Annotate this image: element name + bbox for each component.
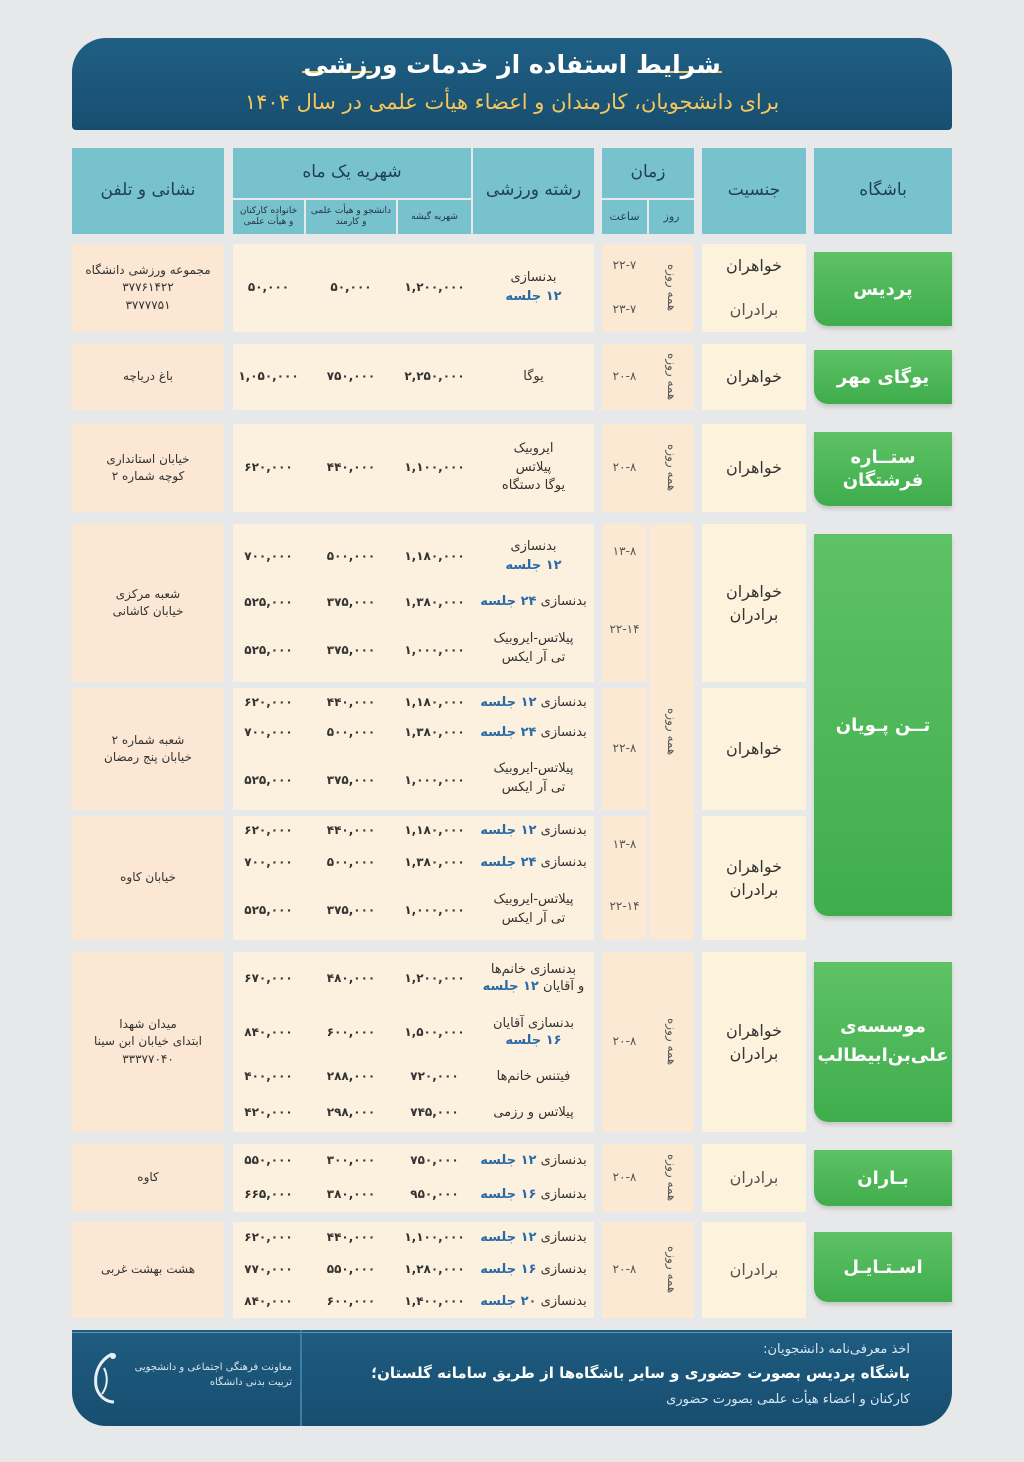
col-header-gender: جنسیت xyxy=(702,148,806,234)
style-r1-fee-student: ۴۴۰,۰۰۰ xyxy=(326,1230,376,1245)
club-style: اسـتـایـل xyxy=(814,1232,952,1302)
tp1-hour-2: ۲۲-۱۴ xyxy=(609,622,640,637)
footer-top-line xyxy=(72,1332,952,1333)
col-header-fee-student: دانشجو و هیأت علمی و کارمند xyxy=(306,200,396,234)
tp1-gender-brothers: برادران xyxy=(729,605,779,624)
ali-r4-fee-family: ۴۲۰,۰۰۰ xyxy=(244,1105,293,1120)
ali-sport-1-name: بدنسازی خانم‌ها xyxy=(490,962,577,978)
style-r2-fee-student: ۵۵۰,۰۰۰ xyxy=(326,1262,376,1277)
style-r1-fee-general: ۱,۱۰۰,۰۰۰ xyxy=(404,1230,465,1245)
club-ali-name-1: موسسه‌ی xyxy=(840,1016,926,1038)
pardis-fee-student: ۵۰,۰۰۰ xyxy=(330,280,372,295)
tp3-address: خیابان کاوه xyxy=(120,870,176,885)
ali-sport-2 xyxy=(473,1010,594,1056)
ali-r4-fee-general: ۷۴۵,۰۰۰ xyxy=(410,1105,459,1120)
footer-line-3: کارکنان و اعضاء هیأت علمی بصورت حضوری xyxy=(666,1392,910,1407)
tp1-sport-2 xyxy=(473,586,594,618)
tp3-sport-3 xyxy=(473,882,594,938)
tp2-hour: ۲۲-۸ xyxy=(612,741,637,756)
ali-r3-fee-general: ۷۲۰,۰۰۰ xyxy=(410,1069,459,1084)
setareh-address xyxy=(72,424,224,512)
tp1-hour-1: ۱۳-۸ xyxy=(612,544,637,559)
style-sport-2-name: بدنسازی xyxy=(540,1261,587,1277)
pardis-gender-brothers: برادران xyxy=(729,300,779,320)
pardis-hour-1: ۲۲-۷ xyxy=(612,258,637,273)
tp1-sport-1 xyxy=(473,528,594,586)
pardis-fee-family: ۵۰,۰۰۰ xyxy=(247,280,290,295)
baran-r1-fee-general: ۷۵۰,۰۰۰ xyxy=(410,1153,459,1168)
style-sport-3 xyxy=(473,1286,594,1318)
baran-hour: ۲۰-۸ xyxy=(612,1170,637,1185)
col-header-fee: شهریه یک ماه xyxy=(233,148,471,198)
tp1-sport-1-sessions: ۱۲ جلسه xyxy=(505,558,562,573)
setareh-hour: ۲۰-۸ xyxy=(612,460,637,475)
setareh-fee-family: ۶۲۰,۰۰۰ xyxy=(244,460,293,475)
club-setareh-fereshtegan xyxy=(814,432,952,506)
tp1-r2-fee-student: ۳۷۵,۰۰۰ xyxy=(326,595,376,610)
setareh-address-2: کوچه شماره ۲ xyxy=(111,469,185,483)
style-sport-1-name: بدنسازی xyxy=(540,1229,587,1245)
ali-address-1: میدان شهدا xyxy=(119,1016,177,1031)
style-sport-2-sessions: ۱۶ جلسه xyxy=(480,1261,537,1277)
club-setareh-name-1: ستــاره xyxy=(850,446,916,468)
tp3-sport-1-name: بدنسازی xyxy=(540,822,587,838)
tp2-address-2: خیابان پنج رمضان xyxy=(104,750,192,764)
ali-address xyxy=(72,952,224,1132)
tp1-sport-2-name: بدنسازی xyxy=(540,593,587,609)
baran-r1-fee-student: ۳۰۰,۰۰۰ xyxy=(326,1153,376,1168)
ali-r2-fee-student: ۶۰۰,۰۰۰ xyxy=(326,1025,376,1040)
pardis-sport-sessions: ۱۲ جلسه xyxy=(505,289,562,304)
tp2-r2-fee-general: ۱,۳۸۰,۰۰۰ xyxy=(404,725,465,740)
ali-sport-1 xyxy=(473,956,594,1002)
baran-day: همه روزه xyxy=(665,1154,680,1202)
style-sport-1 xyxy=(473,1222,594,1254)
yoga-fee-general: ۲,۲۵۰,۰۰۰ xyxy=(404,369,465,384)
tp2-sport-1-name: بدنسازی xyxy=(540,694,587,710)
tp1-gender xyxy=(702,524,806,682)
footer-line-1: اخذ معرفی‌نامه دانشجویان: xyxy=(763,1342,910,1357)
tp1-address-1: شعبه مرکزی xyxy=(115,586,181,601)
pardis-phone-1: ۳۷۷۶۱۴۲۲ xyxy=(122,280,174,295)
style-sport-3-name: بدنسازی xyxy=(540,1293,587,1309)
tp1-sport-3-trx: تی آر ایکس xyxy=(501,650,566,665)
tp2-r1-fee-general: ۱,۱۸۰,۰۰۰ xyxy=(404,695,465,710)
tp1-r1-fee-student: ۵۰۰,۰۰۰ xyxy=(326,549,376,564)
page-subtitle: برای دانشجویان، کارمندان و اعضاء هیأت علمی در سال ۱۴۰۴ xyxy=(244,90,780,114)
tp2-sport-2 xyxy=(473,718,594,748)
tp2-sport-1-sessions: ۱۲ جلسه xyxy=(480,694,537,710)
pardis-gender-sisters: خواهران xyxy=(725,256,783,276)
ali-r1-fee-family: ۶۷۰,۰۰۰ xyxy=(244,971,293,986)
ali-sport-2-name: بدنسازی آقایان xyxy=(492,1016,575,1032)
footer-divider xyxy=(300,1330,302,1426)
col-header-fee-general: شهریه گیشه xyxy=(398,200,471,234)
col-header-time: زمان xyxy=(602,148,694,198)
ali-r4-fee-student: ۲۹۸,۰۰۰ xyxy=(326,1105,376,1120)
setareh-fee-student: ۴۴۰,۰۰۰ xyxy=(326,460,376,475)
setareh-sport xyxy=(473,424,594,512)
style-gender: برادران xyxy=(729,1260,779,1280)
tp1-address-2: خیابان کاشانی xyxy=(112,604,184,618)
ali-sport-3: فیتنس خانم‌ها xyxy=(496,1068,571,1084)
style-hour: ۲۰-۸ xyxy=(612,1262,637,1277)
tp3-gender-sisters: خواهران xyxy=(725,856,783,876)
yoga-hour: ۲۰-۸ xyxy=(612,369,637,384)
yoga-day: همه روزه xyxy=(665,353,680,401)
baran-sport-2-name: بدنسازی xyxy=(540,1186,587,1202)
tp1-sport-3-name: پیلاتس-ایروبیک xyxy=(493,631,574,647)
tp3-r1-fee-student: ۴۴۰,۰۰۰ xyxy=(326,823,376,838)
tp1-sport-3 xyxy=(473,620,594,678)
baran-sport-1-name: بدنسازی xyxy=(540,1152,587,1168)
university-logo-icon xyxy=(82,1348,124,1408)
tp3-gender xyxy=(702,816,806,940)
tp1-gender-sisters: خواهران xyxy=(725,581,783,601)
tp3-hour-1: ۱۳-۸ xyxy=(612,837,637,852)
tp2-r3-fee-general: ۱,۰۰۰,۰۰۰ xyxy=(404,773,465,788)
style-address: هشت بهشت غربی xyxy=(100,1262,196,1277)
tp3-sport-2 xyxy=(473,848,594,878)
club-baran: بـاران xyxy=(814,1150,952,1206)
ali-r1-fee-general: ۱,۲۰۰,۰۰۰ xyxy=(404,971,465,986)
tp3-r3-fee-student: ۳۷۵,۰۰۰ xyxy=(326,903,376,918)
tp2-address xyxy=(72,688,224,810)
tp3-sport-1 xyxy=(473,816,594,846)
ali-address-2: ابتدای خیابان ابن سینا xyxy=(93,1034,203,1049)
tp2-r2-fee-student: ۵۰۰,۰۰۰ xyxy=(326,725,376,740)
pardis-day: همه روزه xyxy=(665,264,680,312)
style-day: همه روزه xyxy=(665,1246,680,1294)
col-header-address: نشانی و تلفن xyxy=(72,148,224,234)
tp2-address-1: شعبه شماره ۲ xyxy=(111,732,185,747)
yoga-gender: خواهران xyxy=(725,367,783,387)
club-tan-pouyan: تــن پـویان xyxy=(814,534,952,916)
style-r2-fee-general: ۱,۲۸۰,۰۰۰ xyxy=(404,1262,465,1277)
baran-address: کاوه xyxy=(137,1170,159,1185)
tp1-sport-2-sessions: ۲۴ جلسه xyxy=(480,593,537,609)
col-header-sport: رشته ورزشی xyxy=(473,148,594,234)
ali-sport-2-sessions: ۱۶ جلسه xyxy=(505,1033,562,1048)
col-header-club: باشگاه xyxy=(814,148,952,234)
tp1-r2-fee-general: ۱,۳۸۰,۰۰۰ xyxy=(404,595,465,610)
ali-r3-fee-family: ۴۰۰,۰۰۰ xyxy=(244,1069,293,1084)
tp1-r3-fee-family: ۵۲۵,۰۰۰ xyxy=(244,643,293,658)
page-footer xyxy=(72,1330,952,1426)
style-r3-fee-general: ۱,۴۰۰,۰۰۰ xyxy=(404,1294,465,1309)
col-header-hour: ساعت xyxy=(602,200,647,234)
tanpouyan-day: همه روزه xyxy=(665,708,680,756)
tp2-gender: خواهران xyxy=(725,739,783,759)
style-sport-1-sessions: ۱۲ جلسه xyxy=(480,1229,537,1245)
tp3-sport-2-sessions: ۲۴ جلسه xyxy=(480,854,537,870)
pardis-address xyxy=(72,244,224,332)
tp3-sport-1-sessions: ۱۲ جلسه xyxy=(480,822,537,838)
pardis-phone-2: ۳۷۷۷۷۵۱ xyxy=(125,297,171,312)
tp2-sport-3-name: پیلاتس-ایروبیک xyxy=(493,761,574,777)
baran-sport-1-sessions: ۱۲ جلسه xyxy=(480,1152,537,1168)
pardis-fee-general: ۱,۲۰۰,۰۰۰ xyxy=(404,280,465,295)
tp3-r3-fee-family: ۵۲۵,۰۰۰ xyxy=(244,903,293,918)
yoga-address: باغ دریاچه xyxy=(123,369,173,384)
tp2-sport-3 xyxy=(473,752,594,806)
yoga-fee-family: ۱,۰۵۰,۰۰۰ xyxy=(238,369,299,384)
club-ali-name-2: علی‌بن‌ابیطالب xyxy=(817,1045,949,1066)
yoga-fee-student: ۷۵۰,۰۰۰ xyxy=(326,369,376,384)
ali-phone: ۳۳۳۷۷۰۴۰ xyxy=(122,1051,174,1066)
tp2-sport-2-name: بدنسازی xyxy=(540,724,587,740)
tp2-sport-3-trx: تی آر ایکس xyxy=(501,780,566,795)
setareh-sport-2: پیلاتس xyxy=(515,459,552,475)
ali-sport-1-sessions: ۱۲ جلسه xyxy=(482,979,539,994)
tp3-r2-fee-student: ۵۰۰,۰۰۰ xyxy=(326,855,376,870)
pardis-address-line: مجموعه ورزشی دانشگاه xyxy=(85,262,211,277)
footer-org-2: تربیت بدنی دانشگاه xyxy=(209,1377,292,1388)
tp3-sport-3-trx: تی آر ایکس xyxy=(501,911,566,926)
club-setareh-name-2: فرشتگان xyxy=(842,470,924,491)
ali-sport-1-and-men: و آقایان xyxy=(543,979,585,994)
ali-gender xyxy=(702,952,806,1132)
tp3-r2-fee-family: ۷۰۰,۰۰۰ xyxy=(244,855,293,870)
baran-sport-1 xyxy=(473,1144,594,1178)
baran-r2-fee-family: ۶۶۵,۰۰۰ xyxy=(244,1187,293,1202)
tp2-r1-fee-family: ۶۲۰,۰۰۰ xyxy=(244,695,293,710)
tp2-r3-fee-student: ۳۷۵,۰۰۰ xyxy=(326,773,376,788)
club-ali-ibn-abitaleb xyxy=(814,962,952,1122)
tp3-gender-brothers: برادران xyxy=(729,880,779,899)
style-sport-2 xyxy=(473,1254,594,1286)
baran-r1-fee-family: ۵۵۰,۰۰۰ xyxy=(244,1153,293,1168)
style-r2-fee-family: ۷۷۰,۰۰۰ xyxy=(244,1262,293,1277)
tp1-r1-fee-general: ۱,۱۸۰,۰۰۰ xyxy=(404,549,465,564)
footer-line-2: باشگاه پردیس بصورت حضوری و سایر باشگاه‌ها از طریق سامانه گلستان؛ xyxy=(371,1364,910,1382)
tp3-sport-2-name: بدنسازی xyxy=(540,854,587,870)
baran-gender: برادران xyxy=(729,1168,779,1188)
footer-org xyxy=(132,1360,292,1390)
style-sport-3-sessions: ۲۰ جلسه xyxy=(480,1293,537,1309)
ali-r3-fee-student: ۲۸۸,۰۰۰ xyxy=(326,1069,376,1084)
tp1-address xyxy=(72,524,224,682)
tp2-sport-2-sessions: ۲۴ جلسه xyxy=(480,724,537,740)
tp3-hour-2: ۲۲-۱۴ xyxy=(609,899,640,914)
style-r3-fee-family: ۸۴۰,۰۰۰ xyxy=(244,1294,293,1309)
tp1-r2-fee-family: ۵۲۵,۰۰۰ xyxy=(244,595,293,610)
tp1-r1-fee-family: ۷۰۰,۰۰۰ xyxy=(244,549,293,564)
col-header-day: روز xyxy=(649,200,694,234)
pardis-hour-2: ۲۳-۷ xyxy=(612,302,637,317)
yoga-sport: یوگا xyxy=(523,368,544,384)
baran-r2-fee-student: ۳۸۰,۰۰۰ xyxy=(326,1187,376,1202)
tp2-r1-fee-student: ۴۴۰,۰۰۰ xyxy=(326,695,376,710)
tp2-r3-fee-family: ۵۲۵,۰۰۰ xyxy=(244,773,293,788)
baran-r2-fee-general: ۹۵۰,۰۰۰ xyxy=(410,1187,459,1202)
club-pardis: پردیس xyxy=(814,252,952,326)
style-r1-fee-family: ۶۲۰,۰۰۰ xyxy=(244,1230,293,1245)
tp2-r2-fee-family: ۷۰۰,۰۰۰ xyxy=(244,725,293,740)
ali-hour: ۲۰-۸ xyxy=(612,1034,637,1049)
tp2-sport-1 xyxy=(473,688,594,718)
baran-sport-2 xyxy=(473,1178,594,1212)
ali-r1-fee-student: ۴۸۰,۰۰۰ xyxy=(326,971,376,986)
tp3-r2-fee-general: ۱,۳۸۰,۰۰۰ xyxy=(404,855,465,870)
page-header xyxy=(72,38,952,130)
ali-gender-brothers: برادران xyxy=(729,1044,779,1063)
ali-r2-fee-general: ۱,۵۰۰,۰۰۰ xyxy=(404,1025,465,1040)
tp1-r3-fee-general: ۱,۰۰۰,۰۰۰ xyxy=(404,643,465,658)
tp3-sport-3-name: پیلاتس-ایروبیک xyxy=(493,892,574,908)
ali-sport-4: پیلاتس و رزمی xyxy=(493,1104,574,1120)
setareh-sport-3: یوگا دستگاه xyxy=(501,478,566,494)
setareh-gender: خواهران xyxy=(725,458,783,478)
ali-sport-1-name-2 xyxy=(483,979,585,996)
pardis-sport xyxy=(473,244,594,332)
style-r3-fee-student: ۶۰۰,۰۰۰ xyxy=(326,1294,376,1309)
col-header-fee-family: خانواده کارکنان و هیأت علمی xyxy=(233,200,304,234)
club-yoga-mehr: یوگای مهر xyxy=(814,350,952,404)
baran-sport-2-sessions: ۱۶ جلسه xyxy=(480,1186,537,1202)
tp1-r3-fee-student: ۳۷۵,۰۰۰ xyxy=(326,643,376,658)
tp3-r3-fee-general: ۱,۰۰۰,۰۰۰ xyxy=(404,903,465,918)
setareh-fee-general: ۱,۱۰۰,۰۰۰ xyxy=(404,460,465,475)
tp1-sport-1-name: بدنسازی xyxy=(510,539,557,555)
page-title: شرایط استفاده از خدمات ورزشی xyxy=(303,50,721,79)
footer-org-1: معاونت فرهنگی اجتماعی و دانشجویی xyxy=(134,1362,292,1373)
ali-day: همه روزه xyxy=(665,1018,680,1066)
setareh-day: همه روزه xyxy=(665,444,680,492)
tp3-r1-fee-family: ۶۲۰,۰۰۰ xyxy=(244,823,293,838)
setareh-sport-1: ایروبیک xyxy=(513,440,554,456)
tp3-r1-fee-general: ۱,۱۸۰,۰۰۰ xyxy=(404,823,465,838)
ali-gender-sisters: خواهران xyxy=(725,1020,783,1040)
setareh-address-1: خیابان استانداری xyxy=(106,451,190,466)
pardis-sport-name: بدنسازی xyxy=(510,270,557,286)
ali-r2-fee-family: ۸۴۰,۰۰۰ xyxy=(244,1025,293,1040)
